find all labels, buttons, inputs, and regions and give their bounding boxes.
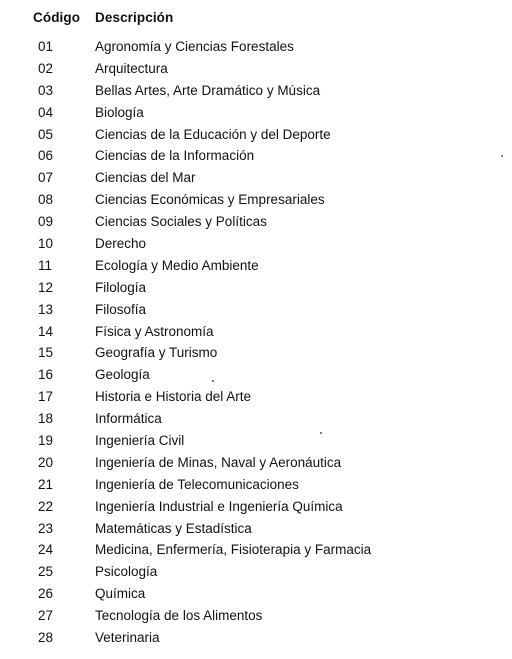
item-code: 05 bbox=[38, 126, 54, 142]
item-description: Ciencias de la Educación y del Deporte bbox=[95, 126, 331, 142]
list-item bbox=[0, 213, 512, 235]
item-code: 19 bbox=[38, 433, 54, 449]
list-item bbox=[0, 82, 512, 104]
list-item bbox=[0, 279, 512, 301]
item-description: Biología bbox=[95, 104, 144, 120]
item-description: Matemáticas y Estadística bbox=[95, 520, 252, 536]
item-code: 10 bbox=[38, 236, 54, 252]
list-item bbox=[0, 498, 512, 520]
code-list bbox=[0, 38, 512, 651]
list-item bbox=[0, 60, 512, 82]
item-code: 02 bbox=[38, 60, 54, 76]
item-code: 13 bbox=[38, 301, 54, 317]
item-code: 11 bbox=[38, 257, 53, 273]
item-description: Filología bbox=[95, 279, 147, 295]
item-description: Ciencias del Mar bbox=[95, 170, 196, 186]
list-item bbox=[0, 38, 512, 60]
list-item bbox=[0, 344, 512, 366]
list-item bbox=[0, 104, 512, 126]
item-description: Informática bbox=[95, 411, 162, 427]
item-code: 25 bbox=[38, 564, 54, 580]
item-code: 14 bbox=[38, 323, 54, 339]
item-code: 12 bbox=[38, 279, 54, 295]
item-code: 22 bbox=[38, 498, 54, 514]
list-item bbox=[0, 585, 512, 607]
list-item bbox=[0, 454, 512, 476]
list-item bbox=[0, 410, 512, 432]
list-item bbox=[0, 563, 512, 585]
item-code: 06 bbox=[38, 148, 54, 164]
item-code: 18 bbox=[38, 411, 54, 427]
item-description: Ciencias Sociales y Políticas bbox=[95, 214, 267, 230]
list-item bbox=[0, 366, 512, 388]
list-item bbox=[0, 323, 512, 345]
item-description: Física y Astronomía bbox=[95, 323, 214, 339]
item-code: 03 bbox=[38, 82, 54, 98]
item-code: 01 bbox=[38, 39, 54, 54]
scan-speck bbox=[212, 380, 214, 382]
list-item bbox=[0, 126, 512, 148]
item-description: Filosofía bbox=[95, 301, 147, 317]
list-item bbox=[0, 301, 512, 323]
item-description: Ciencias Económicas y Empresariales bbox=[95, 192, 325, 208]
list-item bbox=[0, 432, 512, 454]
item-code: 23 bbox=[38, 520, 54, 536]
list-item bbox=[0, 388, 512, 410]
list-item bbox=[0, 169, 512, 191]
item-description: Ingeniería Industrial e Ingeniería Química bbox=[95, 498, 343, 514]
item-description: Geología bbox=[95, 367, 150, 383]
item-description: Geografía y Turismo bbox=[95, 345, 218, 361]
item-description: Bellas Artes, Arte Dramático y Música bbox=[95, 82, 321, 98]
code-column-header: Código bbox=[33, 10, 81, 25]
item-description: Tecnología de los Alimentos bbox=[95, 608, 263, 624]
item-code: 24 bbox=[38, 542, 54, 558]
item-code: 27 bbox=[38, 608, 54, 624]
item-code: 07 bbox=[38, 170, 54, 186]
list-item bbox=[0, 541, 512, 563]
item-code: 15 bbox=[38, 345, 54, 361]
item-code: 16 bbox=[38, 367, 54, 383]
item-description: Medicina, Enfermería, Fisioterapia y Farmacia bbox=[95, 542, 372, 558]
item-code: 20 bbox=[38, 454, 54, 470]
description-column-header: Descripción bbox=[95, 10, 174, 25]
item-description: Historia e Historia del Arte bbox=[95, 389, 252, 405]
item-description: Ingeniería de Telecomunicaciones bbox=[95, 476, 299, 492]
list-item bbox=[0, 629, 512, 651]
item-description: Derecho bbox=[95, 236, 147, 252]
scan-speck bbox=[501, 155, 503, 157]
item-description: Arquitectura bbox=[95, 60, 168, 76]
scan-speck bbox=[320, 432, 322, 434]
item-description: Agronomía y Ciencias Forestales bbox=[95, 39, 294, 54]
list-item bbox=[0, 476, 512, 498]
item-description: Ingeniería de Minas, Naval y Aeronáutica bbox=[95, 454, 342, 470]
item-code: 08 bbox=[38, 192, 54, 208]
item-code: 04 bbox=[38, 104, 54, 120]
item-description: Ecología y Medio Ambiente bbox=[95, 257, 259, 273]
list-item bbox=[0, 191, 512, 213]
list-item bbox=[0, 257, 512, 279]
item-description: Veterinaria bbox=[95, 630, 160, 646]
item-code: 17 bbox=[38, 389, 54, 405]
item-code: 21 bbox=[38, 476, 54, 492]
item-code: 28 bbox=[38, 630, 54, 646]
item-description: Química bbox=[95, 586, 146, 602]
item-description: Ciencias de la Información bbox=[95, 148, 255, 164]
list-item bbox=[0, 147, 512, 169]
item-description: Psicología bbox=[95, 564, 158, 580]
list-item bbox=[0, 235, 512, 257]
item-code: 26 bbox=[38, 586, 54, 602]
item-description: Ingeniería Civil bbox=[95, 433, 185, 449]
list-item bbox=[0, 520, 512, 542]
item-code: 09 bbox=[38, 214, 54, 230]
list-item bbox=[0, 607, 512, 629]
